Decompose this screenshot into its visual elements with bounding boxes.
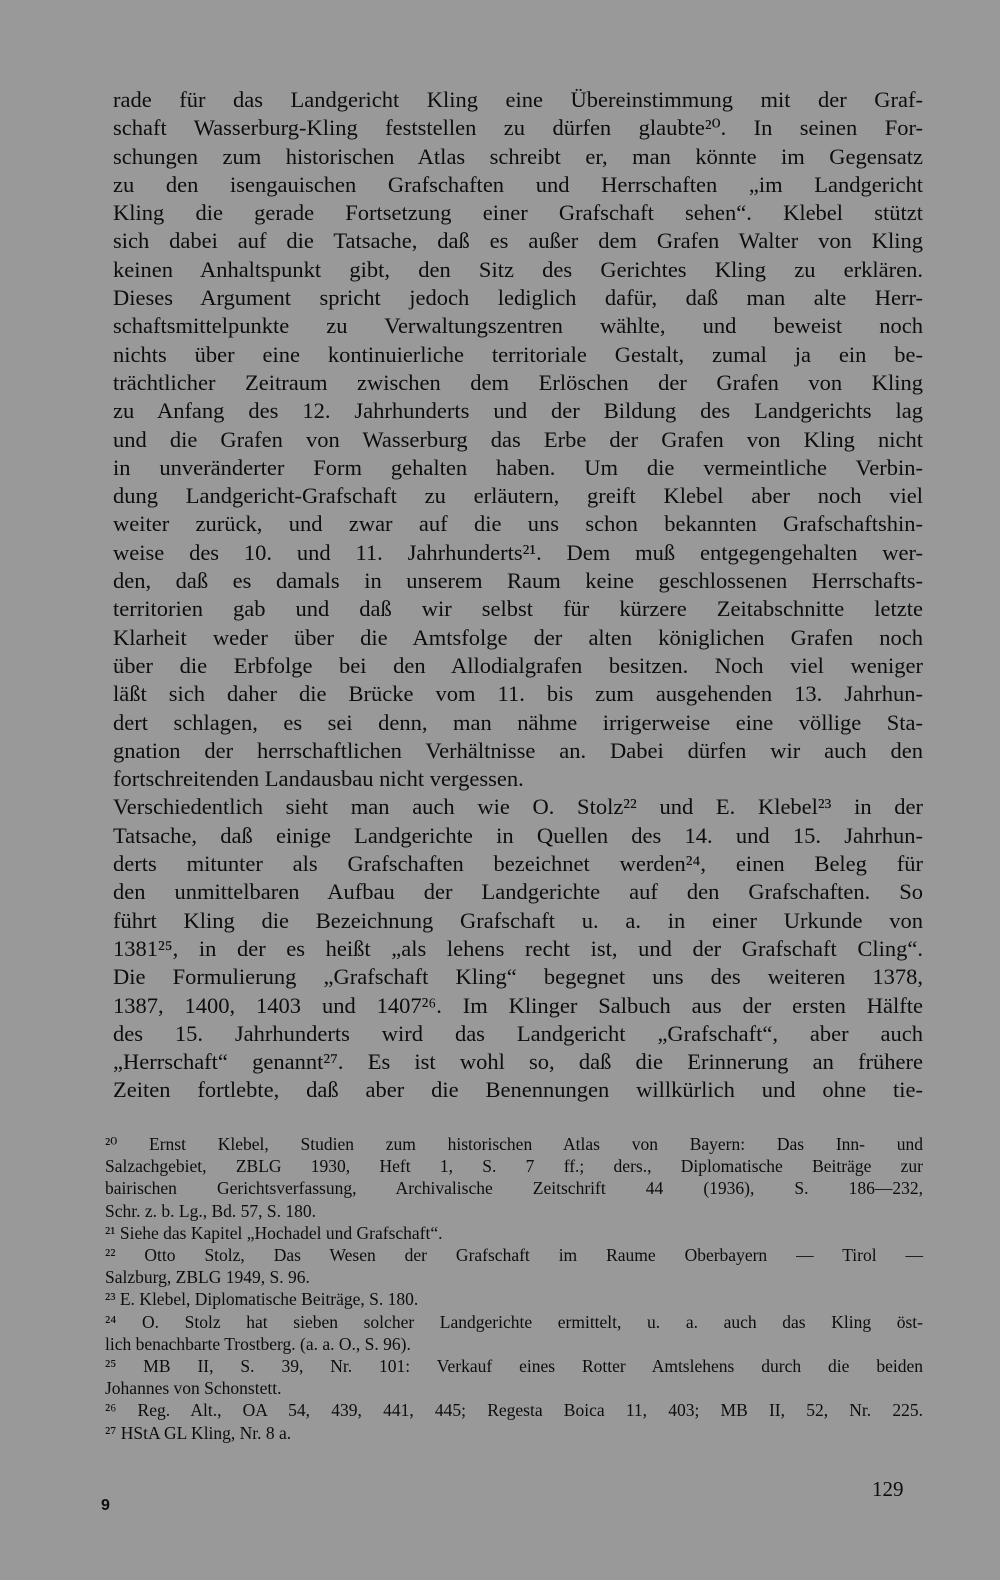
text-line: dert schlagen, es sei denn, man nähme irrigerweise eine völlige Sta- — [113, 709, 923, 735]
text-line: 1387, 1400, 1403 und 1407²⁶. Im Klinger Salbuch aus der ersten Hälfte — [113, 992, 923, 1018]
text-line: in unveränderter Form gehalten haben. Um die vermeintliche Verbin- — [113, 454, 923, 480]
text-line: den, daß es damals in unserem Raum keine geschlossenen Herrschafts- — [113, 568, 923, 594]
text-line: Tatsache, daß einige Landgerichte in Quellen des 14. und 15. Jahrhun- — [113, 822, 923, 848]
footnote-line: ²⁴ O. Stolz hat sieben solcher Landgerichte ermittelt, u. a. auch das Kling öst- — [105, 1311, 923, 1332]
main-text — [113, 86, 923, 1105]
text-line: 1381²⁵, in der es heißt „als lehens recht ist, und der Grafschaft Cling“. — [113, 935, 923, 961]
text-line: gnation der herrschaftlichen Verhältnisse an. Dabei dürfen wir auch den — [113, 737, 923, 763]
text-line: rade für das Landgericht Kling eine Übereinstimmung mit der Graf- — [113, 87, 923, 112]
footnote-line: Johannes von Schonstett. — [105, 1378, 282, 1399]
footnote-line: ²⁶ Reg. Alt., OA 54, 439, 441, 445; Regesta Boica 11, 403; MB II, 52, Nr. 225. — [105, 1400, 923, 1421]
footnote-line: ²⁵ MB II, S. 39, Nr. 101: Verkauf eines Rotter Amtslehens durch die beiden — [105, 1356, 923, 1377]
text-line: sich dabei auf die Tatsache, daß es außer dem Grafen Walter von Kling — [113, 228, 923, 254]
footnotes — [105, 1133, 923, 1444]
text-line: dung Landgericht-Grafschaft zu erläutern, greift Klebel aber noch viel — [113, 483, 923, 509]
text-line: schaft Wasserburg-Kling feststellen zu dürfen glaubte²⁰. In seinen For- — [113, 115, 923, 141]
text-line: derts mitunter als Grafschaften bezeichnet werden²⁴, einen Beleg für — [113, 851, 923, 877]
footnote-line: Salzburg, ZBLG 1949, S. 96. — [105, 1267, 310, 1288]
footnote-line: Salzachgebiet, ZBLG 1930, Heft 1, S. 7 ff.; ders., Diplomatische Beiträge zur — [105, 1156, 923, 1177]
text-line: zu Anfang des 12. Jahrhunderts und der Bildung des Landgerichts lag — [113, 398, 923, 424]
footnote-line: ²¹ Siehe das Kapitel „Hochadel und Grafschaft“. — [105, 1222, 443, 1243]
footnote-line: lich benachbarte Trostberg. (a. a. O., S. 96). — [105, 1333, 411, 1354]
text-line: weiter zurück, und zwar auf die uns schon bekannten Grafschaftshin- — [113, 511, 923, 537]
text-line: territorien gab und daß wir selbst für kürzere Zeitabschnitte letzte — [113, 596, 923, 622]
text-line: läßt sich daher die Brücke vom 11. bis zum ausgehenden 13. Jahrhun- — [113, 681, 923, 707]
text-line: führt Kling die Bezeichnung Grafschaft u. a. in einer Urkunde von — [113, 907, 923, 933]
text-line: trächtlicher Zeitraum zwischen dem Erlöschen der Grafen von Kling — [113, 369, 923, 395]
text-line: nichts über eine kontinuierliche territoriale Gestalt, zumal ja ein be- — [113, 341, 923, 367]
footnote-line: ²⁷ HStA GL Kling, Nr. 8 a. — [105, 1422, 292, 1443]
page-number: 129 — [872, 1477, 904, 1501]
text-line: zu den isengauischen Grafschaften und Herrschaften „im Landgericht — [113, 171, 923, 197]
text-line: über die Erbfolge bei den Allodialgrafen besitzen. Noch viel weniger — [113, 652, 923, 678]
footnote-line: ²³ E. Klebel, Diplomatische Beiträge, S. 180. — [105, 1289, 419, 1310]
text-line: schungen zum historischen Atlas schreibt er, man könnte im Gegensatz — [113, 143, 923, 169]
footnote-line: bairischen Gerichtsverfassung, Archivalische Zeitschrift 44 (1936), S. 186—232, — [105, 1178, 923, 1199]
text-line: Zeiten fortlebte, daß aber die Benennungen willkürlich und ohne tie- — [113, 1077, 923, 1103]
text-line: „Herrschaft“ genannt²⁷. Es ist wohl so, daß die Erinnerung an frühere — [113, 1049, 923, 1075]
text-line: Kling die gerade Fortsetzung einer Grafschaft sehen“. Klebel stützt — [113, 200, 923, 226]
footnote-line: ²⁰ Ernst Klebel, Studien zum historischen Atlas von Bayern: Das Inn- und — [105, 1134, 923, 1154]
text-line: weise des 10. und 11. Jahrhunderts²¹. Dem muß entgegengehalten wer- — [113, 539, 923, 565]
text-line: Dieses Argument spricht jedoch lediglich dafür, daß man alte Herr- — [113, 285, 923, 311]
text-line: des 15. Jahrhunderts wird das Landgericht „Grafschaft“, aber auch — [113, 1020, 923, 1046]
text-line: Verschiedentlich sieht man auch wie O. Stolz²² und E. Klebel²³ in der — [113, 794, 923, 820]
text-line: Die Formulierung „Grafschaft Kling“ begegnet uns des weiteren 1378, — [113, 964, 923, 990]
footnote-line: Schr. z. b. Lg., Bd. 57, S. 180. — [105, 1200, 316, 1221]
footnote-line: ²² Otto Stolz, Das Wesen der Grafschaft im Raume Oberbayern — Tirol — — [105, 1245, 923, 1266]
text-line: fortschreitenden Landausbau nicht vergessen. — [113, 766, 524, 792]
text-line: und die Grafen von Wasserburg das Erbe der Grafen von Kling nicht — [113, 426, 923, 452]
text-line: keinen Anhaltspunkt gibt, den Sitz des Gerichtes Kling zu erklären. — [113, 256, 923, 282]
text-line: den unmittelbaren Aufbau der Landgerichte auf den Grafschaften. So — [113, 879, 923, 905]
text-line: Klarheit weder über die Amtsfolge der alten königlichen Grafen noch — [113, 624, 923, 650]
text-line: schaftsmittelpunkte zu Verwaltungszentren wählte, und beweist noch — [113, 313, 923, 339]
signature-mark: 9 — [101, 1497, 110, 1514]
